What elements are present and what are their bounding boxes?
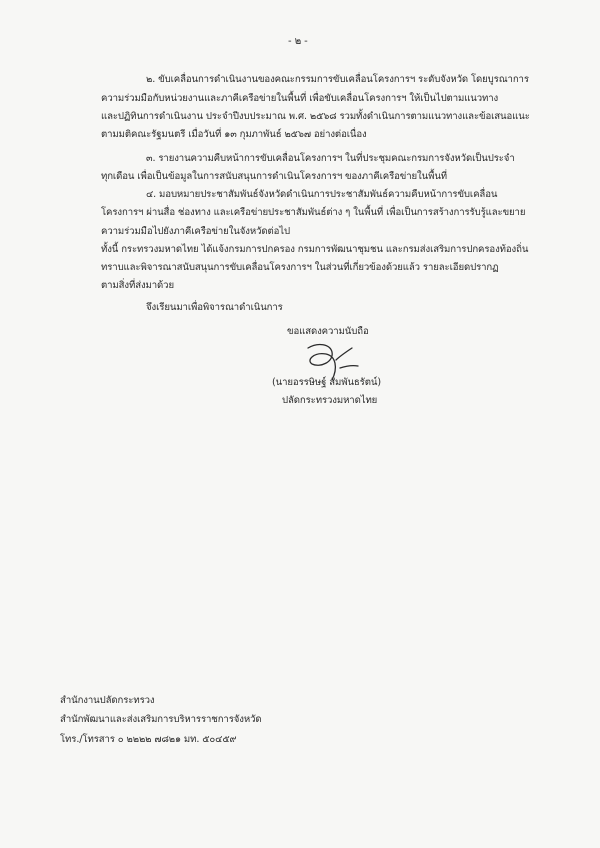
paragraph-line: และปฏิทินการดำเนินงาน ประจำปีงบประมาณ พ.ศ. ๒๕๖๘ รวมทั้งดำเนินการตามแนวทางและข้อเสนอแนะ xyxy=(101,111,530,122)
footer-contact: โทร./โทรสาร ๐ ๒๒๒๒ ๗๘๒๑ มท. ๕๐๔๕๙ xyxy=(60,734,237,745)
paragraph-line: ๒. ขับเคลื่อนการดำเนินงานของคณะกรรมการขับเคลื่อนโครงการฯ ระดับจังหวัด โดยบูรณาการ xyxy=(146,74,529,85)
paragraph-line: ตามสิ่งที่ส่งมาด้วย xyxy=(101,280,174,291)
paragraph-line: ตามมติคณะรัฐมนตรี เมื่อวันที่ ๑๓ กุมภาพันธ์ ๒๕๖๗ อย่างต่อเนื่อง xyxy=(101,129,367,140)
paragraph-line: ทราบและพิจารณาสนับสนุนการขับเคลื่อนโครงการฯ ในส่วนที่เกี่ยวข้องด้วยแล้ว รายละเอียดปรากฏ xyxy=(101,262,499,273)
footer-office: สำนักงานปลัดกระทรวง xyxy=(60,695,155,706)
request-line: จึงเรียนมาเพื่อพิจารณาดำเนินการ xyxy=(146,302,283,313)
paragraph-line: ๔. มอบหมายประชาสัมพันธ์จังหวัดดำเนินการประชาสัมพันธ์ความคืบหน้าการขับเคลื่อน xyxy=(146,189,498,200)
page-number: - ๒ - xyxy=(288,36,308,47)
paragraph-line: ความร่วมมือไปยังภาคีเครือข่ายในจังหวัดต่อไป xyxy=(101,226,290,237)
paragraph-line: ทุกเดือน เพื่อเป็นข้อมูลในการสนับสนุนการดำเนินโครงการฯ ของภาคีเครือข่ายในพื้นที่ xyxy=(101,171,448,182)
paragraph-line: โครงการฯ ผ่านสื่อ ช่องทาง และเครือข่ายประชาสัมพันธ์ต่าง ๆ ในพื้นที่ เพื่อเป็นการสร้างการรับรู้และขยาย xyxy=(101,207,526,218)
paragraph-line: ทั้งนี้ กระทรวงมหาดไทย ได้แจ้งกรมการปกครอง กรมการพัฒนาชุมชน และกรมส่งเสริมการปกครองท้องถิ่น xyxy=(101,244,529,255)
footer-division: สำนักพัฒนาและส่งเสริมการบริหารราชการจังหวัด xyxy=(60,714,262,725)
signatory-name: (นายอรรษิษฐ์ สัมพันธรัตน์) xyxy=(272,377,381,388)
paragraph-line: ความร่วมมือกับหน่วยงานและภาคีเครือข่ายในพื้นที่ เพื่อขับเคลื่อนโครงการฯ ให้เป็นไปตามแนวทาง xyxy=(101,93,499,104)
paragraph-line: ๓. รายงานความคืบหน้าการขับเคลื่อนโครงการฯ ในที่ประชุมคณะกรมการจังหวัดเป็นประจำ xyxy=(146,153,515,164)
handwritten-signature xyxy=(296,338,366,382)
signatory-position: ปลัดกระทรวงมหาดไทย xyxy=(282,395,378,406)
closing-salutation: ขอแสดงความนับถือ xyxy=(287,326,369,337)
